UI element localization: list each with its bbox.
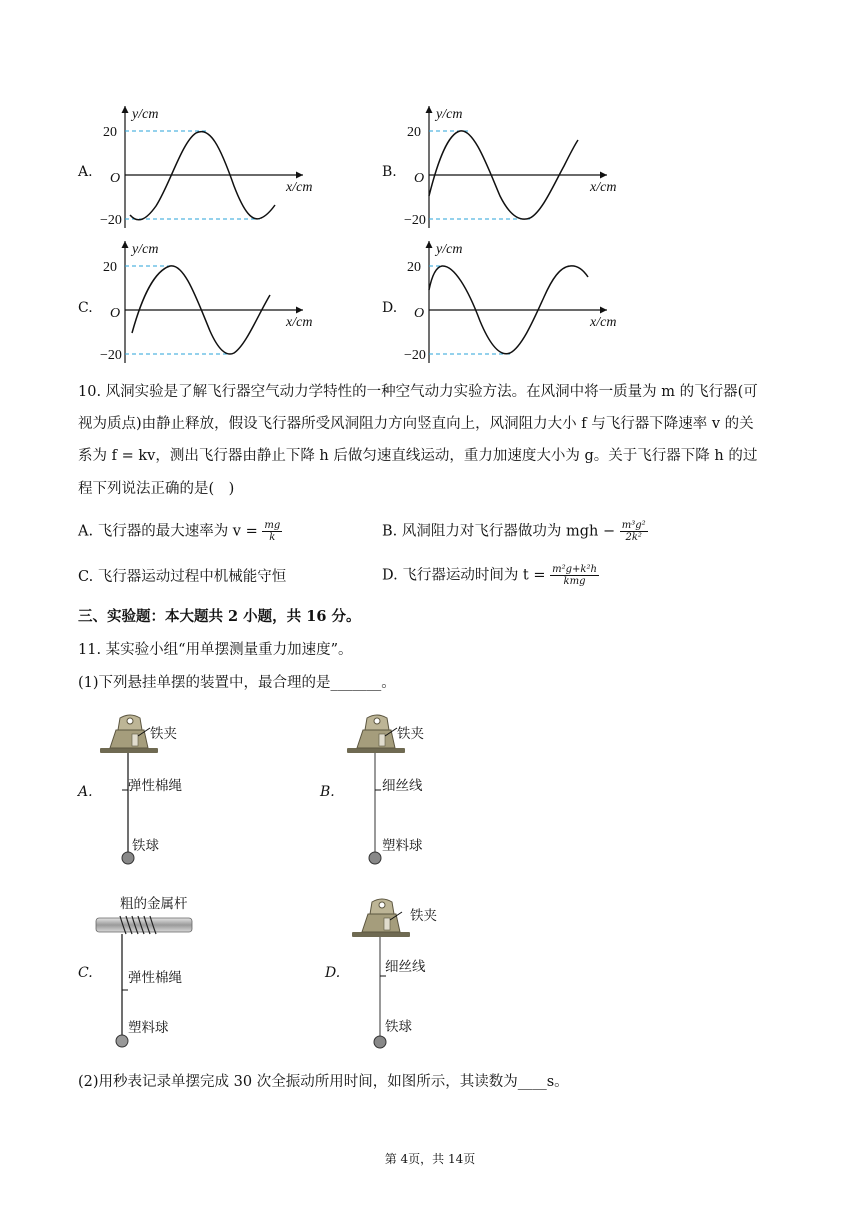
q11-part-1: (1)下列悬挂单摆的装置中，最合理的是_______。 bbox=[78, 675, 396, 691]
q11-part-2: (2)用秒表记录单摆完成 30 次全振动所用时间，如图所示，其读数为____s。 bbox=[78, 1074, 569, 1090]
graph-d-yaxis: y/cm bbox=[436, 242, 463, 257]
graph-a-xaxis: x/cm bbox=[286, 180, 313, 195]
q10-option-a-fraction: $\frac{mg}{k}$ bbox=[264, 520, 281, 543]
q10-option-a[interactable] bbox=[78, 520, 282, 543]
graph-c bbox=[98, 235, 338, 365]
graph-b-top-tick: 20 bbox=[407, 125, 421, 140]
q10-line-4: 程下列说法正确的是( ) bbox=[78, 481, 235, 497]
graph-d-letter: D. bbox=[382, 300, 398, 316]
apparatus-a-letter[interactable]: A. bbox=[78, 784, 93, 800]
apparatus-b-letter[interactable]: B. bbox=[320, 784, 335, 800]
apparatus-a-top-label: 铁夹 bbox=[150, 726, 177, 742]
apparatus-c-string-label: 弹性棉绳 bbox=[128, 970, 182, 986]
graph-b-bottom-tick: −20 bbox=[404, 213, 426, 228]
graph-b bbox=[402, 100, 642, 230]
graph-d bbox=[402, 235, 642, 365]
graph-d-origin: O bbox=[414, 306, 425, 321]
apparatus-b-ball-label: 塑料球 bbox=[382, 838, 423, 854]
apparatus-d-string-label: 细丝线 bbox=[385, 959, 426, 975]
apparatus-b-top-label: 铁夹 bbox=[397, 726, 424, 742]
graph-b-origin: O bbox=[414, 171, 425, 186]
q10-line-1: 10. 风洞实验是了解飞行器空气动力学特性的一种空气动力实验方法。在风洞中将一质量为 m 的飞行器(可 bbox=[78, 384, 758, 400]
graph-c-origin: O bbox=[110, 306, 121, 321]
q10-option-a-text: A. 飞行器的最大速率为 v = bbox=[78, 523, 263, 540]
graph-c-yaxis: y/cm bbox=[132, 242, 159, 257]
graph-a-yaxis: y/cm bbox=[132, 107, 159, 122]
q10-option-d-text: D. 飞行器运动时间为 t = bbox=[382, 567, 551, 584]
apparatus-d-top-label: 铁夹 bbox=[410, 908, 437, 924]
graph-c-top-tick: 20 bbox=[103, 260, 117, 275]
q10-line-2: 视为质点)由静止释放，假设飞行器所受风洞阻力方向竖直向上，风洞阻力大小 f 与飞行器下降速率 v 的关 bbox=[78, 416, 754, 432]
q11-title: 11. 某实验小组“用单摆测量重力加速度”。 bbox=[78, 642, 353, 658]
section-3-heading: 三、实验题：本大题共 2 小题，共 16 分。 bbox=[78, 608, 361, 625]
q10-option-d-fraction: $\frac{\text{m²g+k²h}}{\text{kmg}}$ bbox=[552, 564, 597, 587]
graph-a bbox=[98, 100, 338, 230]
q10-option-b-text: B. 风洞阻力对飞行器做功为 mgh − bbox=[382, 523, 620, 540]
graph-b-letter: B. bbox=[382, 164, 397, 180]
graph-a-bottom-tick: −20 bbox=[100, 213, 122, 228]
apparatus-c-letter[interactable]: C. bbox=[78, 965, 93, 981]
apparatus-c-ball-label: 塑料球 bbox=[128, 1020, 169, 1036]
graph-a-origin: O bbox=[110, 171, 121, 186]
apparatus-d-ball-label: 铁球 bbox=[385, 1019, 412, 1035]
graph-c-letter: C. bbox=[78, 300, 93, 316]
q10-option-b[interactable] bbox=[382, 520, 648, 543]
graph-c-bottom-tick: −20 bbox=[100, 348, 122, 363]
graph-d-xaxis: x/cm bbox=[590, 315, 617, 330]
q10-option-b-fraction: $\frac{\text{m³g²}}{\text{2k²}}$ bbox=[621, 520, 646, 543]
q10-option-c[interactable]: C. 飞行器运动过程中机械能守恒 bbox=[78, 569, 287, 585]
apparatus-c-top-label: 粗的金属杆 bbox=[120, 896, 188, 912]
page-footer: 第 4页，共 14页 bbox=[384, 1152, 476, 1166]
graph-b-yaxis: y/cm bbox=[436, 107, 463, 122]
apparatus-a-ball-label: 铁球 bbox=[132, 838, 159, 854]
apparatus-a-string-label: 弹性棉绳 bbox=[128, 778, 182, 794]
graph-c-xaxis: x/cm bbox=[286, 315, 313, 330]
apparatus-b-string-label: 细丝线 bbox=[382, 778, 423, 794]
graph-d-top-tick: 20 bbox=[407, 260, 421, 275]
graph-a-top-tick: 20 bbox=[103, 125, 117, 140]
graph-d-bottom-tick: −20 bbox=[404, 348, 426, 363]
apparatus-d-letter[interactable]: D. bbox=[325, 965, 341, 981]
graph-a-letter: A. bbox=[78, 164, 93, 180]
q10-line-3: 系为 f = kv，测出飞行器由静止下降 h 后做匀速直线运动，重力加速度大小为 g。关于飞行器下降 h 的过 bbox=[78, 448, 758, 464]
graph-b-xaxis: x/cm bbox=[590, 180, 617, 195]
q10-option-d[interactable] bbox=[382, 564, 599, 587]
